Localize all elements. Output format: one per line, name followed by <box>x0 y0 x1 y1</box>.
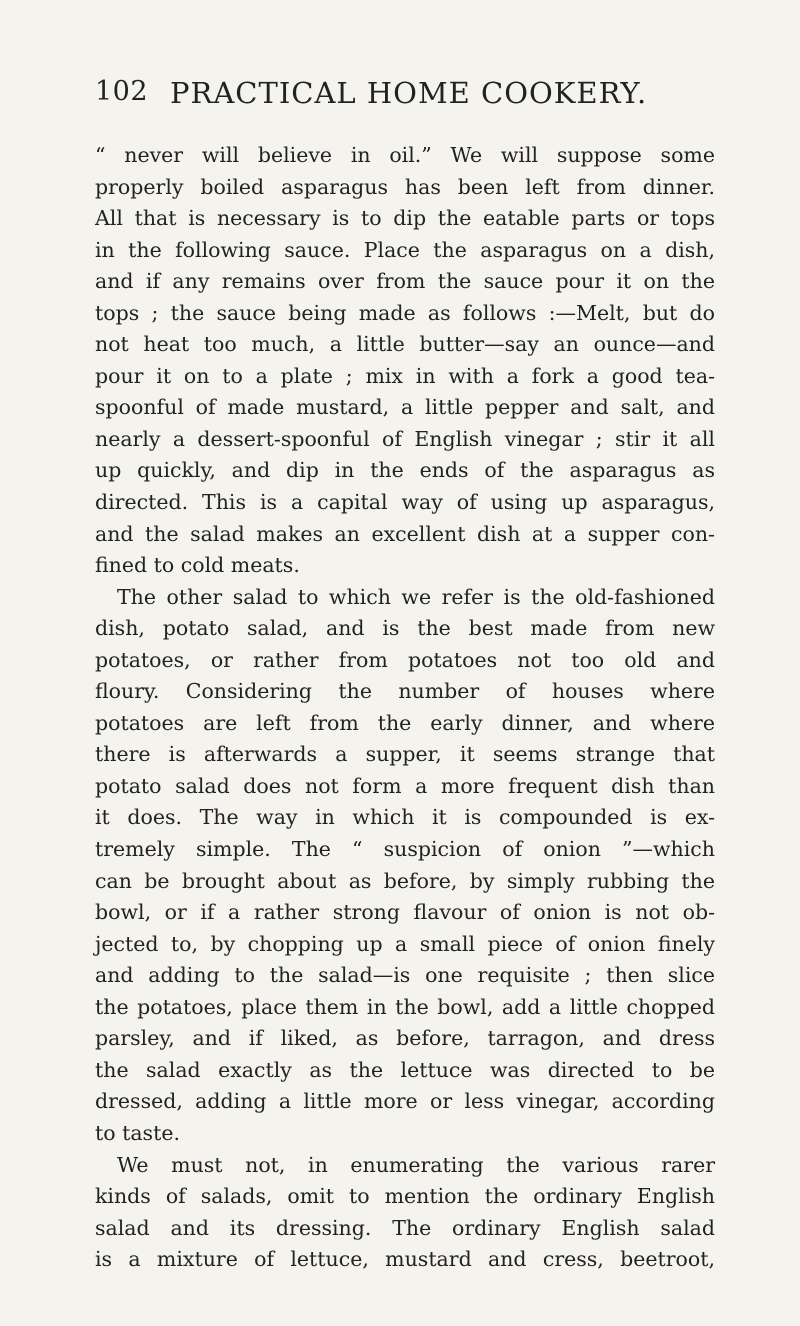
body-text <box>95 140 715 1276</box>
text-line: salad and its dressing. The ordinary English salad <box>95 1215 715 1240</box>
paragraph-start-line: We must not, in enumerating the various rarer <box>117 1152 715 1177</box>
text-line: kinds of salads, omit to mention the ordinary English <box>95 1184 715 1209</box>
text-line: and adding to the salad—is one requisite ; then slice <box>95 963 715 988</box>
text-line: jected to, by chopping up a small piece of onion finely <box>95 931 715 956</box>
text-line: dressed, adding a little more or less vinegar, according <box>95 1089 715 1114</box>
text-line: to taste. <box>95 1120 180 1145</box>
text-line: it does. The way in which it is compounded is ex- <box>95 805 715 830</box>
text-line: not heat too much, a little butter—say an ounce—and <box>95 332 715 357</box>
text-line: up quickly, and dip in the ends of the asparagus as <box>95 458 715 483</box>
text-line: nearly a dessert-spoonful of English vinegar ; stir it all <box>95 426 715 451</box>
text-line: properly boiled asparagus has been left from dinner. <box>95 174 715 199</box>
text-line: parsley, and if liked, as before, tarragon, and dress <box>95 1026 715 1051</box>
running-title: PRACTICAL HOME COOKERY. <box>170 76 648 110</box>
text-line: tremely simple. The “ suspicion of onion ”—which <box>95 837 715 862</box>
text-line: is a mixture of lettuce, mustard and cress, beetroot, <box>95 1247 715 1272</box>
page-number: 102 <box>95 76 149 107</box>
text-line: in the following sauce. Place the asparagus on a dish, <box>95 237 715 262</box>
text-line: tops ; the sauce being made as follows :—Melt, but do <box>95 300 715 325</box>
text-line: potato salad does not form a more frequent dish than <box>95 773 715 798</box>
text-line: All that is necessary is to dip the eatable parts or tops <box>95 206 715 231</box>
text-line: fined to cold meats. <box>95 553 300 578</box>
text-line: the salad exactly as the lettuce was directed to be <box>95 1057 715 1082</box>
text-line: spoonful of made mustard, a little pepper and salt, and <box>95 395 715 420</box>
text-line: bowl, or if a rather strong flavour of onion is not ob- <box>95 900 715 925</box>
text-line: pour it on to a plate ; mix in with a fork a good tea- <box>95 363 715 388</box>
text-line: can be brought about as before, by simply rubbing the <box>95 868 715 893</box>
running-head <box>95 76 655 116</box>
text-line: potatoes are left from the early dinner, and where <box>95 710 715 735</box>
text-line: potatoes, or rather from potatoes not too old and <box>95 647 715 672</box>
text-line: and if any remains over from the sauce pour it on the <box>95 269 715 294</box>
text-line: the potatoes, place them in the bowl, add a little chopped <box>95 994 715 1019</box>
paragraph-start-line: The other salad to which we refer is the old-fashioned <box>117 584 715 609</box>
text-line: floury. Considering the number of houses where <box>95 679 715 704</box>
text-line: dish, potato salad, and is the best made from new <box>95 616 715 641</box>
text-line: and the salad makes an excellent dish at a supper con- <box>95 521 715 546</box>
text-line: “ never will believe in oil.” We will suppose some <box>95 143 715 167</box>
text-line: directed. This is a capital way of using up asparagus, <box>95 490 715 515</box>
text-line: there is afterwards a supper, it seems strange that <box>95 742 715 767</box>
